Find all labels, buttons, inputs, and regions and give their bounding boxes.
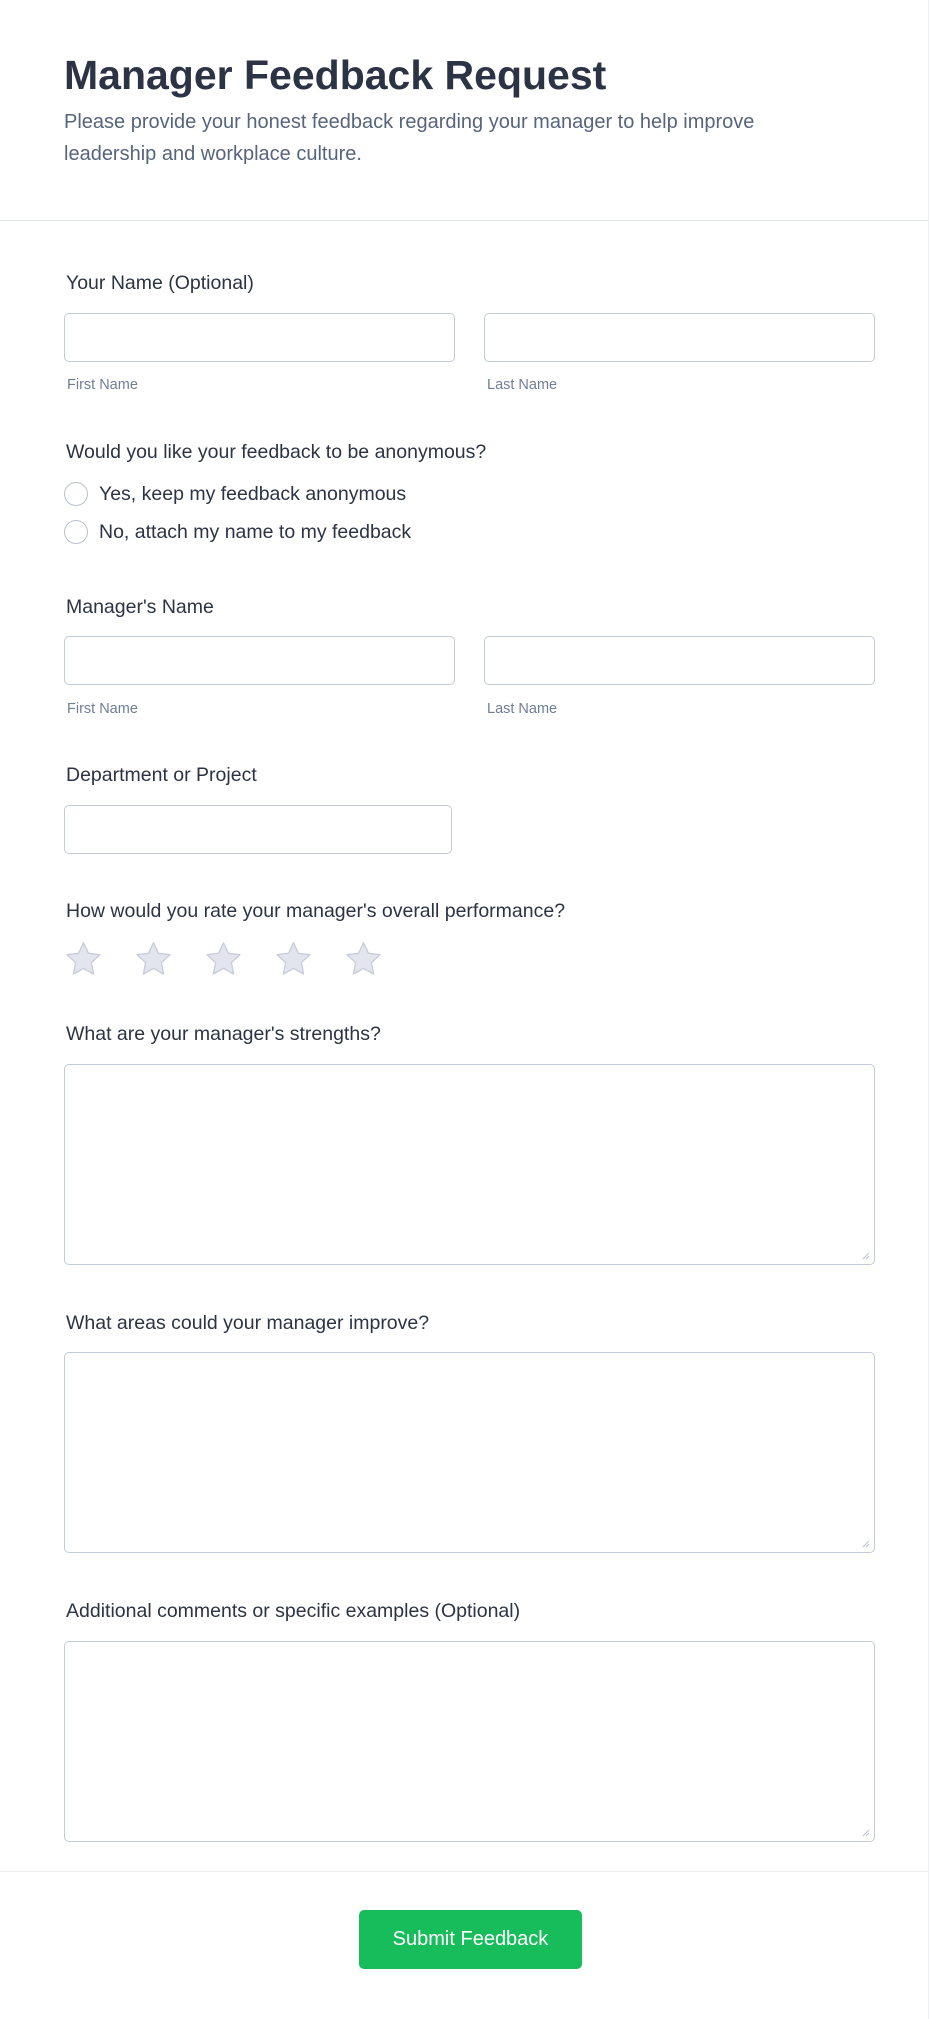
manager-first-name-input[interactable] — [64, 636, 455, 685]
star-rating[interactable] — [63, 939, 384, 980]
strengths-textarea[interactable] — [64, 1064, 875, 1265]
anonymous-option-yes[interactable] — [64, 479, 406, 509]
manager-last-name-input[interactable] — [484, 636, 875, 685]
improve-label: What areas could your manager improve? — [66, 1312, 430, 1334]
star-icon[interactable] — [63, 939, 104, 980]
resize-handle-icon[interactable] — [860, 1250, 870, 1260]
page-title: Manager Feedback Request — [64, 52, 607, 98]
radio-no[interactable] — [64, 520, 88, 544]
footer-divider — [0, 1871, 929, 1872]
department-input[interactable] — [64, 805, 452, 854]
anonymous-question-label: Would you like your feedback to be anonymous? — [66, 441, 487, 463]
resize-handle-icon[interactable] — [860, 1827, 870, 1837]
rating-label: How would you rate your manager's overall performance? — [66, 900, 566, 922]
anonymous-option-no[interactable] — [64, 517, 411, 547]
star-icon[interactable] — [203, 939, 244, 980]
your-last-name-sublabel: Last Name — [487, 377, 558, 393]
star-icon[interactable] — [343, 939, 384, 980]
department-label: Department or Project — [66, 764, 257, 786]
additional-textarea[interactable] — [64, 1641, 875, 1842]
additional-label: Additional comments or specific examples (Optional) — [66, 1600, 521, 1622]
your-first-name-sublabel: First Name — [67, 377, 138, 393]
radio-yes-label[interactable]: Yes, keep my feedback anonymous — [99, 482, 407, 505]
manager-name-label: Manager's Name — [66, 596, 214, 618]
radio-no-label[interactable]: No, attach my name to my feedback — [99, 520, 412, 543]
star-icon[interactable] — [273, 939, 314, 980]
manager-first-name-sublabel: First Name — [67, 701, 138, 717]
radio-yes[interactable] — [64, 482, 88, 506]
improve-textarea[interactable] — [64, 1352, 875, 1553]
your-name-label: Your Name (Optional) — [66, 272, 254, 294]
page-subtitle: Please provide your honest feedback regarding your manager to help improve leadership and workplace culture. — [64, 111, 755, 165]
submit-feedback-button[interactable]: Submit Feedback — [359, 1910, 582, 1969]
your-last-name-input[interactable] — [484, 313, 875, 362]
manager-last-name-sublabel: Last Name — [487, 701, 558, 717]
your-first-name-input[interactable] — [64, 313, 455, 362]
resize-handle-icon[interactable] — [860, 1538, 870, 1548]
strengths-label: What are your manager's strengths? — [66, 1023, 381, 1045]
star-icon[interactable] — [133, 939, 174, 980]
header-divider — [0, 220, 929, 221]
